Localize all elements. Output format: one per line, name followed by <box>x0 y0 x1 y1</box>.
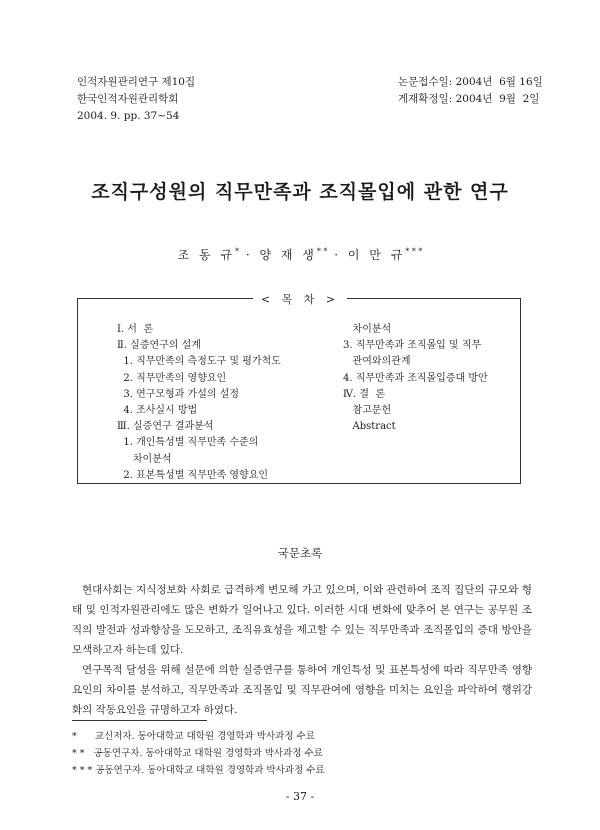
toc-left-column <box>117 322 281 484</box>
journal-info <box>77 74 195 125</box>
footnote-divider <box>72 720 207 721</box>
journal-name: 인적자원관리연구 제10집 <box>77 76 196 88</box>
abstract-heading: 국문초록 <box>277 546 323 560</box>
toc-item: 4. 조사실시 방법 <box>117 405 198 417</box>
toc-item: 참고문헌 <box>343 405 392 417</box>
author-2-mark: * * <box>316 247 328 256</box>
footnote: * 교신저자. 동아대학교 대학원 경영학과 박사과정 수료 <box>72 731 315 742</box>
accepted-date: 게재확정일: 2004년 9월 2일 <box>398 93 540 105</box>
toc-item: Ⅱ. 실증연구의 설계 <box>117 340 201 352</box>
society-name: 한국인적자원관리학회 <box>77 93 179 105</box>
author-2: 양 재 생 <box>259 248 317 262</box>
author-1-mark: * <box>235 247 240 256</box>
toc-item: Ⅳ. 결 론 <box>343 388 386 400</box>
toc-item: 3. 직무만족과 조직몰입 및 직무 <box>343 340 482 352</box>
footnote: * * * 공동연구자. 동아대학교 대학원 경영학과 박사과정 수료 <box>72 765 325 776</box>
toc-item: 1. 직무만족의 측정도구 및 평가척도 <box>117 356 281 368</box>
abstract-body <box>72 580 532 720</box>
abstract-paragraph: 현대사회는 지식정보화 사회로 급격하게 변모해 가고 있으며, 이와 관련하여 조직 집단의 규모와 형태 및 인적자원관리에도 많은 변화가 일어나고 있다. 이러한 시대 변화에 맞추어 본 연구는 공무원 조직의 발전과 성과향상을 도모하고, 조직유효성을 제고할 수 있는 직무만족과 조직몰입의 증대 방안을 모색하고자 하는데 있다. <box>72 584 532 656</box>
author-3: 이 만 규 <box>347 248 406 262</box>
toc-item: Ⅰ. 서 론 <box>117 324 153 335</box>
page-number: - 37 - <box>285 790 315 803</box>
toc-item: 관여와의관계 <box>343 356 411 368</box>
toc-item: 차이분석 <box>343 324 392 335</box>
toc-item: 차이분석 <box>117 453 172 465</box>
footnote: * * 공동연구자. 동아대학교 대학원 경영학과 박사과정 수료 <box>72 748 323 759</box>
author-separator: · <box>239 248 260 262</box>
submission-dates <box>398 74 543 108</box>
author-separator: · <box>327 248 348 262</box>
toc-item: 2. 직무만족의 영향요인 <box>117 372 227 384</box>
toc-item: 2. 표본특성별 직무만족 영향요인 <box>117 469 269 481</box>
issue-pages: 2004. 9. pp. 37~54 <box>77 110 180 122</box>
author-3-mark: * * * <box>405 247 423 256</box>
toc-item: Abstract <box>343 421 396 433</box>
paper-title: 조직구성원의 직무만족과 조직몰입에 관한 연구 <box>91 181 509 203</box>
footnotes <box>72 728 325 779</box>
toc-item: 3. 연구모형과 가설의 설정 <box>117 388 240 400</box>
toc-item: 4. 직무만족과 조직몰입증대 방안 <box>343 372 488 384</box>
toc-right-column <box>343 322 488 435</box>
toc-item: 1. 개인특성별 직무만족 수준의 <box>117 437 259 449</box>
toc-title: < 목 차 > <box>0 291 600 307</box>
author-line <box>0 246 600 263</box>
received-date: 논문접수일: 2004년 6월 16일 <box>398 76 543 88</box>
author-1: 조 동 규 <box>177 248 236 262</box>
toc-item: Ⅲ. 실증연구 결과분석 <box>117 421 214 433</box>
abstract-paragraph: 연구목적 달성을 위해 설문에 의한 실증연구를 통하여 개인특성 및 표본특성에 따라 직무만족 영향요인의 차이를 분석하고, 직무만족과 조직몰입 및 직무관여에 영향을 미치는 요인을 파악하여 행위강화의 작동요인을 규명하고자 하였다. <box>72 664 532 716</box>
